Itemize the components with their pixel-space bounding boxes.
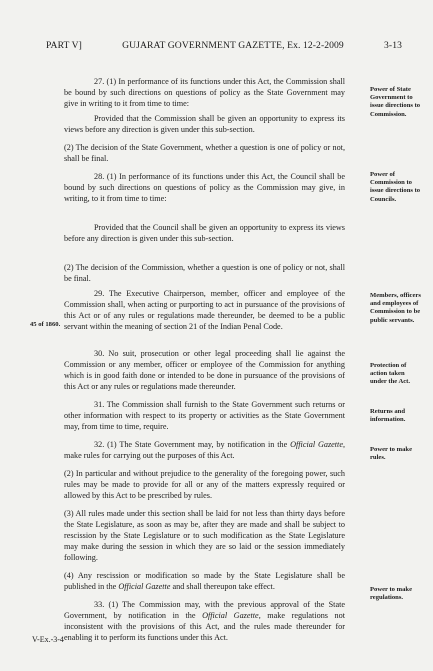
header-title: GUJARAT GOVERNMENT GAZETTE, Ex. 12-2-2009	[122, 40, 344, 51]
section-27-proviso: Provided that the Commission shall be given an opportunity to express its views before any direction is given under this sub-section.	[64, 114, 345, 134]
left-marginal-reference: 45 of 1860.	[30, 321, 61, 328]
section-32-1	[64, 439, 345, 461]
text-run: and shall thereupon take effect.	[170, 582, 275, 591]
section-27-2: (2) The decision of the State Government, whether a question is one of policy or not, shall be final.	[64, 143, 345, 163]
section-28-2: (2) The decision of the Commission, whether a question is one of policy or not, shall be final.	[64, 263, 345, 283]
text-run: 32. (1) The State Government may, by notification in the	[94, 440, 291, 449]
section-28-1: 28. (1) In performance of its functions under this Act, the Council shall be bound by such directions on questions of policy as the Commission may give, in writing, to it from time to time:	[64, 172, 345, 203]
text-run: , make rules for carrying out the purposes of this Act.	[64, 440, 345, 460]
section-29: 29. The Executive Chairperson, member, officer and employee of the Commission shall, when acting or purporting to act in pursuance of the provisions of this Act or of any rules or regulations made thereunder, be deemed to be a public servant within the meaning of section 21 of the Indian Penal Code.	[64, 289, 345, 331]
italic-run: Official Gazette	[290, 440, 343, 449]
section-32-3: (3) All rules made under this section shall be laid for not less than thirty days before the State Legislature, as soon as may be, after they are made and shall be subject to rescission by the State Legislature or to such modification as the State Legislature may make during the session in which they are so laid or the session immediately following.	[64, 509, 345, 562]
marginal-note-32: Power to make rules.	[370, 446, 412, 462]
text-run: , make regulations not inconsistent with the provisions of this Act, and the rules made thereunder for enabling it to perform its functions under this Act.	[64, 611, 345, 642]
section-32-2: (2) In particular and without prejudice to the generality of the foregoing power, such rules may be made to provide for all or any of the matters expressly required or allowed by this Act to be prescribed by rules.	[64, 469, 345, 500]
text-run: 33. (1) The Commission may, with the previous approval of the State Government, by notification in the	[64, 600, 345, 620]
marginal-note-27: Power of State Government to issue directions to Commission.	[370, 86, 421, 118]
section-32-4	[64, 570, 345, 592]
page-footer: V-Ex.-3-4	[32, 635, 64, 644]
header-page-number: 3-13	[384, 40, 402, 51]
marginal-note-33: Power to make regulations.	[370, 586, 412, 602]
section-30: 30. No suit, prosecution or other legal proceeding shall lie against the Commission or any member, officer or employee of the Commission for anything which is in good faith done or intended to be done in pursuance of the provisions of this Act or any rules or regulations made thereunder.	[64, 349, 345, 391]
section-27-1: 27. (1) In performance of its functions under this Act, the Commission shall be bound by such directions on questions of policy as the State Government may give in writing to it from time to time:	[64, 77, 345, 108]
section-31: 31. The Commission shall furnish to the State Government such returns or other information with respect to its property or activities as the State Government may, from time to time, require.	[64, 400, 345, 431]
section-33	[64, 599, 345, 643]
document-body	[64, 76, 345, 647]
page-header	[46, 40, 402, 51]
marginal-note-29: Members, officers and employees of Commission to be public servants.	[370, 292, 421, 324]
italic-run: Official Gazette	[202, 611, 259, 620]
italic-run: Official Gazette	[118, 582, 171, 591]
marginal-note-30: Protection of action taken under the Act.	[370, 362, 410, 386]
marginal-note-31: Returns and information.	[370, 408, 406, 424]
section-28-proviso: Provided that the Council shall be given an opportunity to express its views before any direction is given under this sub-section.	[64, 223, 345, 243]
text-run: (4) Any rescission or modification so made by the State Legislature shall be published in the	[64, 571, 345, 591]
marginal-note-28: Power of Commission to issue directions to Councils.	[370, 171, 421, 203]
header-part: PART V]	[46, 40, 82, 51]
